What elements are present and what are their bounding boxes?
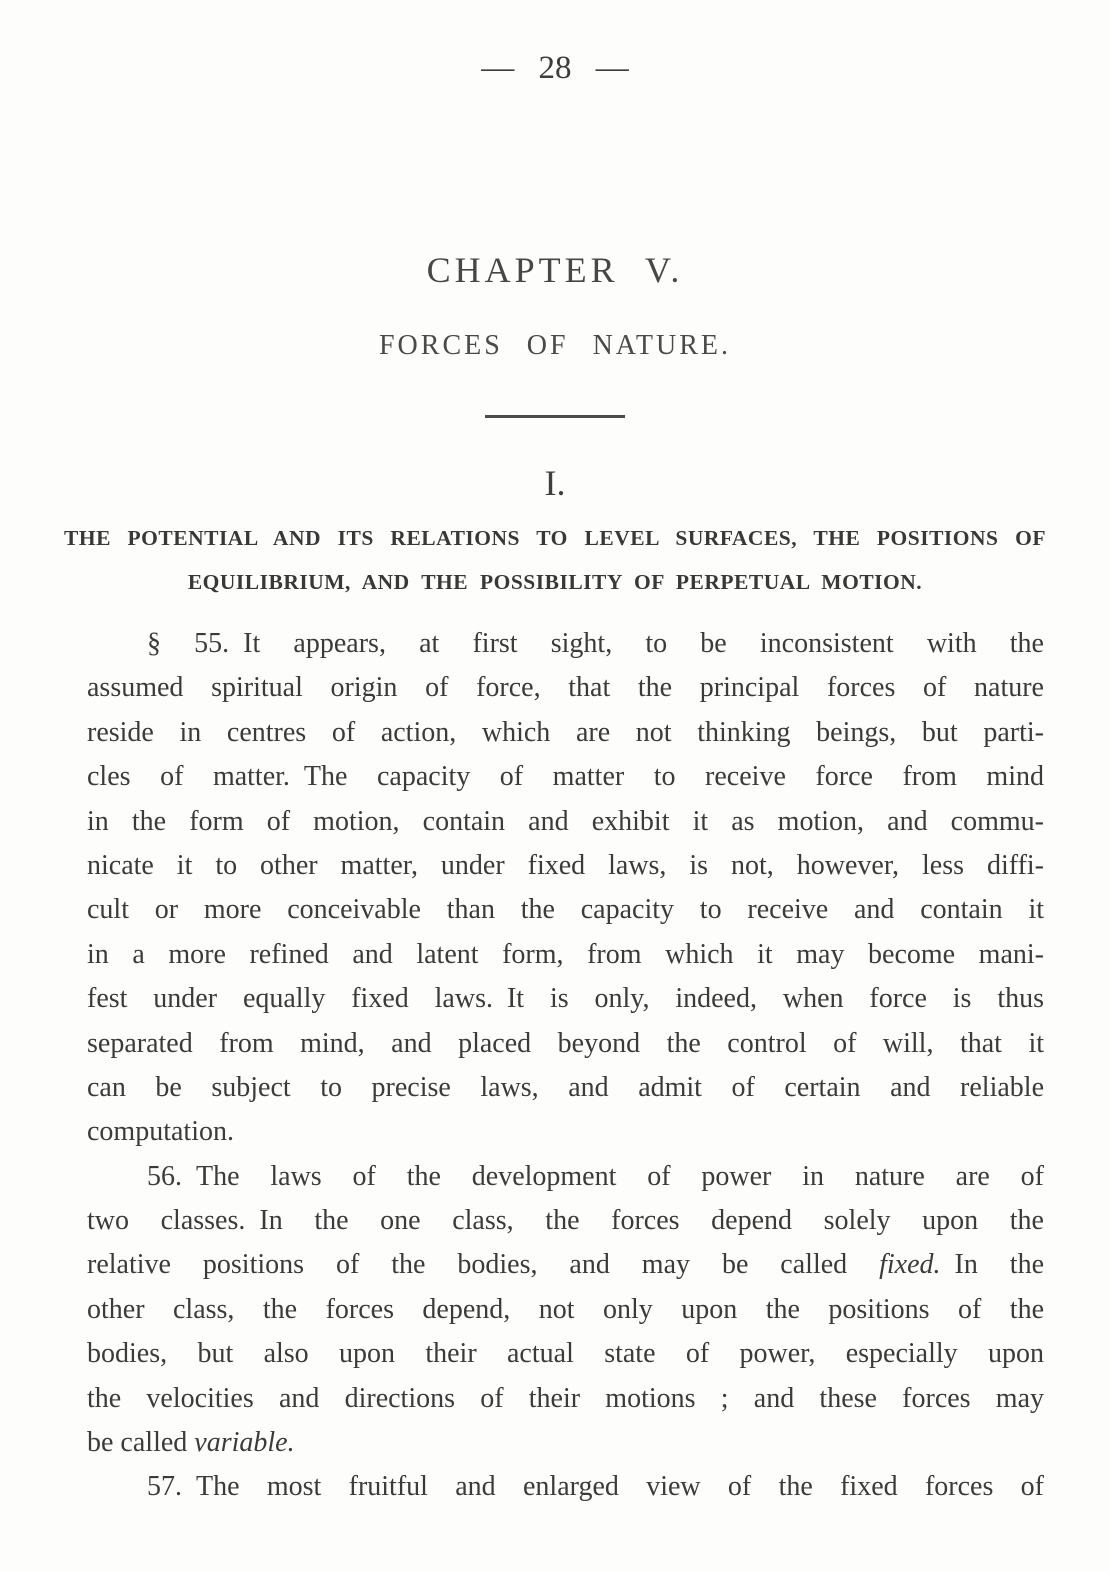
text-line bbox=[87, 1066, 1044, 1110]
text-segment: nicate it to other matter, under fixed laws, is not, however, less diffi- bbox=[87, 849, 1044, 881]
text-line bbox=[87, 1288, 1044, 1332]
text-segment: other class, the forces depend, not only upon the positions of the bbox=[87, 1293, 1044, 1325]
text-segment: the velocities and directions of their motions ; and these forces may bbox=[87, 1382, 1044, 1414]
text-line bbox=[87, 711, 1044, 755]
section-heading-line1: THE POTENTIAL AND ITS RELATIONS TO LEVEL SURFACES, THE POSITIONS OF bbox=[64, 526, 1046, 550]
text-line bbox=[87, 666, 1044, 710]
text-line bbox=[87, 933, 1044, 977]
text-line bbox=[87, 755, 1044, 799]
text-segment: assumed spiritual origin of force, that the principal forces of nature bbox=[87, 672, 1044, 704]
italic-term: variable. bbox=[194, 1427, 295, 1459]
text-line bbox=[87, 1155, 1044, 1199]
text-line bbox=[87, 1465, 1044, 1509]
italic-term: fixed. bbox=[879, 1249, 941, 1281]
body-paragraphs bbox=[0, 622, 1110, 1510]
text-segment: be called bbox=[87, 1427, 195, 1459]
text-line bbox=[87, 1022, 1044, 1066]
text-segment: In the bbox=[940, 1249, 1044, 1281]
text-segment: cult or more conceivable than the capacity to receive and contain it bbox=[87, 894, 1044, 926]
text-segment: in a more refined and latent form, from which it may become mani- bbox=[87, 938, 1044, 970]
text-segment: 57. The most fruitful and enlarged view of the fixed forces of bbox=[147, 1471, 1044, 1503]
text-line bbox=[87, 1421, 1044, 1465]
text-line bbox=[87, 800, 1044, 844]
text-line bbox=[87, 1332, 1044, 1376]
paragraph bbox=[87, 622, 1044, 1155]
text-segment: computation. bbox=[87, 1116, 234, 1148]
text-segment: cles of matter. The capacity of matter to receive force from mind bbox=[87, 761, 1044, 793]
text-line bbox=[87, 977, 1044, 1021]
text-segment: relative positions of the bodies, and may be called bbox=[87, 1249, 880, 1281]
text-segment: bodies, but also upon their actual state of power, especially upon bbox=[87, 1338, 1044, 1370]
text-segment: two classes. In the one class, the forces depend solely upon the bbox=[87, 1205, 1044, 1237]
text-line bbox=[87, 622, 1044, 666]
text-line bbox=[87, 1199, 1044, 1243]
text-line bbox=[87, 1377, 1044, 1421]
text-segment: 56. The laws of the development of power in nature are of bbox=[147, 1160, 1044, 1192]
chapter-title: FORCES OF NATURE. bbox=[378, 330, 732, 361]
paragraph bbox=[87, 1465, 1044, 1509]
text-segment: separated from mind, and placed beyond the control of will, that it bbox=[87, 1027, 1044, 1059]
text-segment: can be subject to precise laws, and admit of certain and reliable bbox=[87, 1071, 1044, 1103]
section-numeral: I. bbox=[544, 463, 566, 503]
section-divider-rule bbox=[485, 415, 625, 418]
text-segment: in the form of motion, contain and exhibit it as motion, and commu- bbox=[87, 805, 1044, 837]
text-segment: reside in centres of action, which are not thinking beings, but parti- bbox=[87, 716, 1044, 748]
page-number: — 28 — bbox=[481, 50, 629, 86]
paragraph bbox=[87, 1155, 1044, 1466]
text-line bbox=[87, 1110, 1044, 1154]
text-line bbox=[87, 1243, 1044, 1287]
chapter-heading: CHAPTER V. bbox=[426, 250, 684, 290]
text-segment: § 55. It appears, at first sight, to be inconsistent with the bbox=[147, 628, 1044, 659]
text-line bbox=[87, 844, 1044, 888]
section-heading bbox=[0, 516, 1110, 604]
text-line bbox=[87, 888, 1044, 932]
text-segment: fest under equally fixed laws. It is only, indeed, when force is thus bbox=[87, 983, 1044, 1015]
section-heading-line2: EQUILIBRIUM, AND THE POSSIBILITY OF PERPETUAL MOTION. bbox=[187, 570, 923, 594]
